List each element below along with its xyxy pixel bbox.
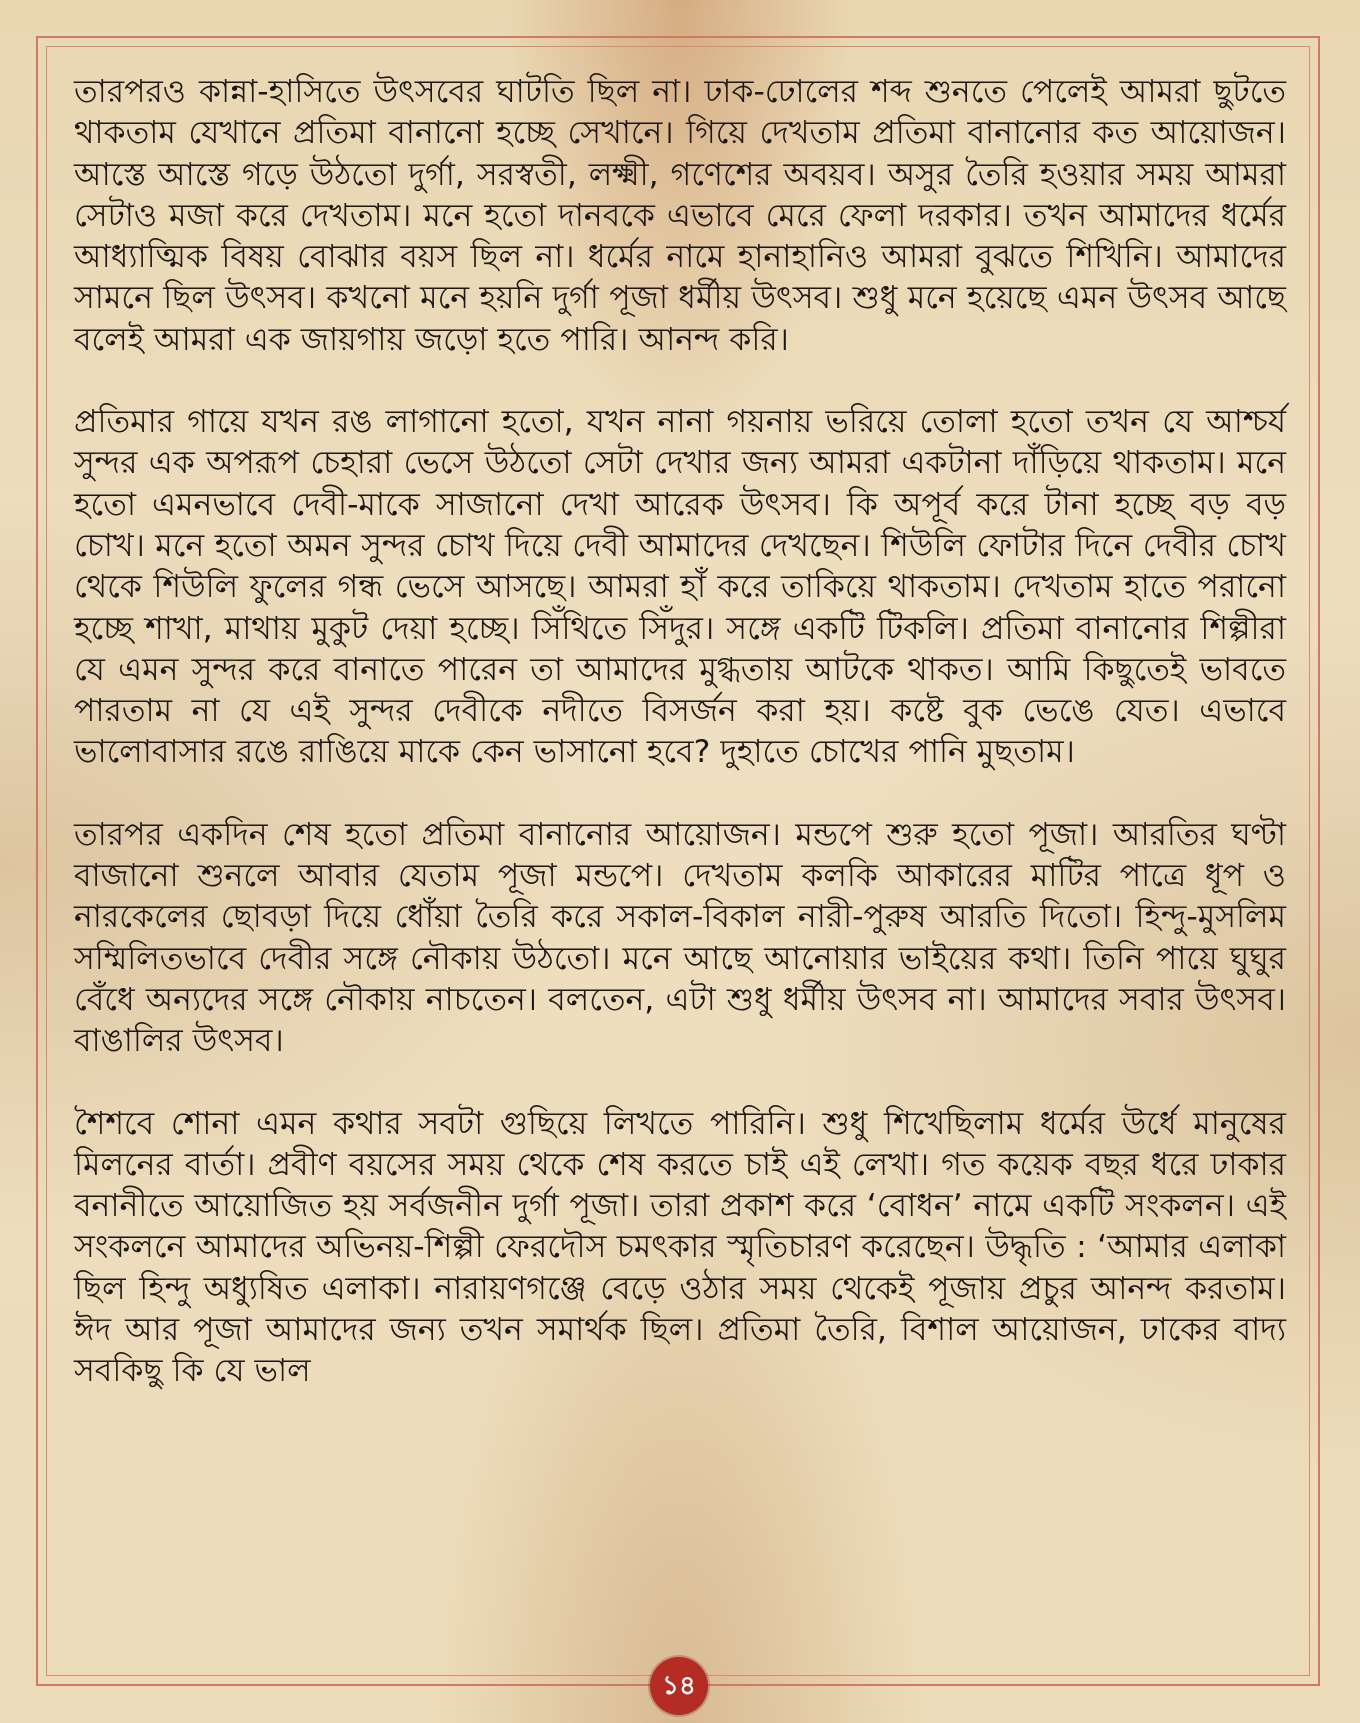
paragraph-3: তারপর একদিন শেষ হতো প্রতিমা বানানোর আয়োজন। মন্ডপে শুরু হতো পূজা। আরতির ঘণ্টা বাজানো শুনলে আবার যেতাম পূজা মন্ডপে। দেখতাম কলকি আকারের মাটির পাত্রে ধূপ ও নারকেলের ছোবড়া দিয়ে ধোঁয়া তৈরি করে সকাল-বিকাল নারী-পুরুষ আরতি দিতো। হিন্দু-মুসলিম সম্মিলিতভাবে দেবীর সঙ্গে নৌকায় উঠতো। মনে আছে আনোয়ার ভাইয়ের কথা। তিনি পায়ে ঘুঘুর বেঁধে অন্যদের সঙ্গে নৌকায় নাচতেন। বলতেন, এটা শুধু ধর্মীয় উৎসব না। আমাদের সবার উৎসব। বাঙালির উৎসব। (74, 816, 1286, 1060)
paragraph-2: প্রতিমার গায়ে যখন রঙ লাগানো হতো, যখন নানা গয়নায় ভরিয়ে তোলা হতো তখন যে আশ্চর্য সুন্দর এক অপরূপ চেহারা ভেসে উঠতো সেটা দেখার জন্য আমরা একটানা দাঁড়িয়ে থাকতাম। মনে হতো এমনভাবে দেবী-মাকে সাজানো দেখা আরেক উৎসব। কি অপূর্ব করে টানা হচ্ছে বড় বড় চোখ। মনে হতো অমন সুন্দর চোখ দিয়ে দেবী আমাদের দেখছেন। শিউলি ফোটার দিনে দেবীর চোখ থেকে শিউলি ফুলের গন্ধ ভেসে আসছে। আমরা হাঁ করে তাকিয়ে থাকতাম। দেখতাম হাতে পরানো হচ্ছে শাখা, মাথায় মুকুট দেয়া হচ্ছে। সিঁথিতে সিঁদুর। সঙ্গে একটি টিকলি। প্রতিমা বানানোর শিল্পীরা যে এমন সুন্দর করে বানাতে পারেন তা আমাদের মুগ্ধতায় আটকে থাকত। আমি কিছুতেই ভাবতে পারতাম না যে এই সুন্দর দেবীকে নদীতে বিসর্জন করা হয়। কষ্টে বুক ভেঙে যেত। এভাবে ভালোবাসার রঙে রাঙিয়ে মাকে কেন ভাসানো হবে? দুহাতে চোখের পানি মুছতাম। (74, 404, 1286, 771)
paragraph-4: শৈশবে শোনা এমন কথার সবটা গুছিয়ে লিখতে পারিনি। শুধু শিখেছিলাম ধর্মের উর্ধে মানুষের মিলনের বার্তা। প্রবীণ বয়সের সময় থেকে শেষ করতে চাই এই লেখা। গত কয়েক বছর ধরে ঢাকার বনানীতে আয়োজিত হয় সর্বজনীন দুর্গা পূজা। তারা প্রকাশ করে ‘বোধন’ নামে একটি সংকলন। এই সংকলনে আমাদের অভিনয়-শিল্পী ফেরদৌস চমৎকার স্মৃতিচারণ করেছেন। উদ্ধৃতি : ‘আমার এলাকা ছিল হিন্দু অধ্যুষিত এলাকা। নারায়ণগঞ্জে বেড়ে ওঠার সময় থেকেই পূজায় প্রচুর আনন্দ করতাম। ঈদ আর পূজা আমাদের জন্য তখন সমার্থক ছিল। প্রতিমা তৈরি, বিশাল আয়োজন, ঢাকের বাদ্য সবকিছু কি যে ভাল (74, 1105, 1286, 1390)
paragraph-1: তারপরও কান্না-হাসিতে উৎসবের ঘাটতি ছিল না। ঢাক-ঢোলের শব্দ শুনতে পেলেই আমরা ছুটতে থাকতাম যেখানে প্রতিমা বানানো হচ্ছে সেখানে। গিয়ে দেখতাম প্রতিমা বানানোর কত আয়োজন। আস্তে আস্তে গড়ে উঠতো দুর্গা, সরস্বতী, লক্ষ্মী, গণেশের অবয়ব। অসুর তৈরি হওয়ার সময় আমরা সেটাও মজা করে দেখতাম। মনে হতো দানবকে এভাবে মেরে ফেলা দরকার। তখন আমাদের ধর্মের আধ্যাত্মিক বিষয় বোঝার বয়স ছিল না। ধর্মের নামে হানাহানিও আমরা বুঝতে শিখিনি। আমাদের সামনে ছিল উৎসব। কখনো মনে হয়নি দুর্গা পূজা ধর্মীয় উৎসব। শুধু মনে হয়েছে এমন উৎসব আছে বলেই আমরা এক জায়গায় জড়ো হতে পারি। আনন্দ করি। (74, 74, 1286, 358)
page-number: ১৪ (650, 1657, 708, 1715)
page-body (74, 72, 1286, 1632)
